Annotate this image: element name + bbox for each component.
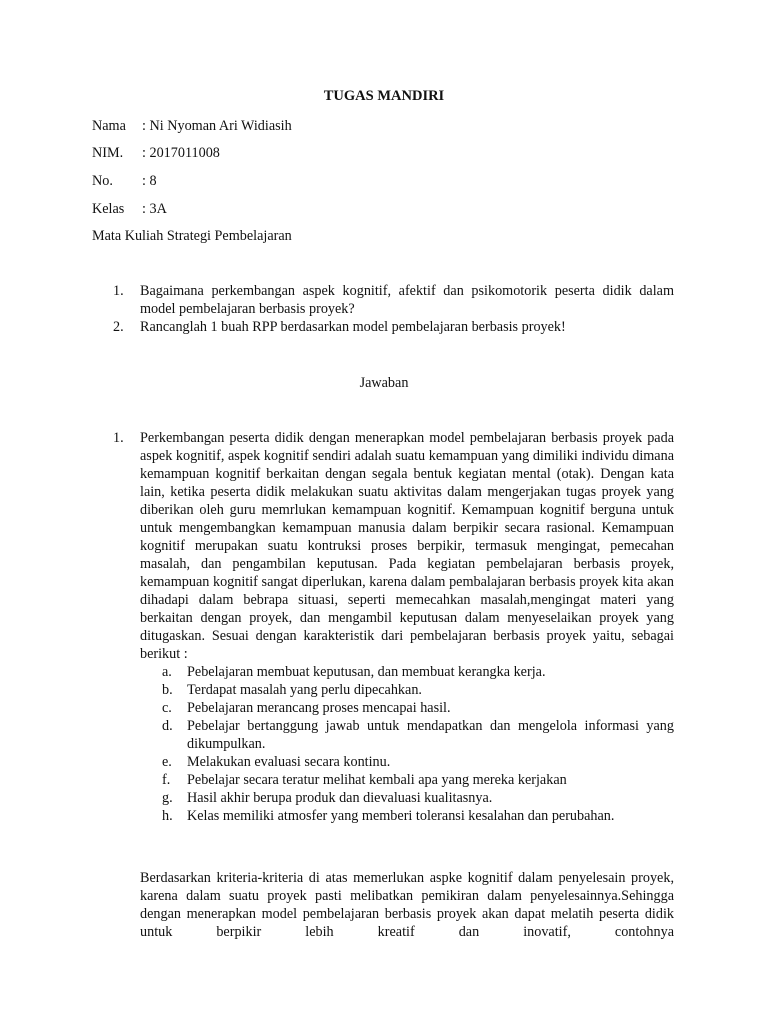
list-item <box>0 807 674 825</box>
answer-number: 1. <box>113 430 124 446</box>
list-item <box>0 771 674 789</box>
field-no <box>92 172 157 190</box>
field-label: Kelas <box>92 201 125 217</box>
field-nim <box>92 144 220 162</box>
course-name: Mata Kuliah Strategi Pembelajaran <box>92 228 292 244</box>
characteristics-list <box>0 663 674 825</box>
list-letter: g. <box>162 790 173 806</box>
list-letter: e. <box>162 754 172 770</box>
list-text: Pebelajaran membuat keputusan, dan membuat kerangka kerja. <box>187 664 546 680</box>
question-list <box>0 282 674 336</box>
list-text: Hasil akhir berupa produk dan dievaluasi kualitasnya. <box>187 790 493 806</box>
list-item <box>0 699 674 717</box>
field-value: : 3A <box>142 201 167 217</box>
answer-heading: Jawaban <box>359 375 409 391</box>
field-label: No. <box>92 173 113 189</box>
field-value: : 8 <box>142 173 157 189</box>
list-text: Pebelajar secara teratur melihat kembali apa yang mereka kerjakan <box>187 772 567 788</box>
answer-paragraph: Perkembangan peserta didik dengan menerapkan model pembelajaran berbasis proyek pada aspek kognitif, aspek kognitif sendiri adalah suatu kemampuan yang dimiliki individu dimana kemampuan kognitif berkaitan dengan segala bentuk kegiatan mental (otak). Dengan kata lain, ketika peserta didik melakukan suatu aktivitas dalam mengerjakan tugas proyek yang diberikan oleh guru memrlukan kemampuan kognitif. Kemampuan kognitif berguna untuk untuk mengembangkan kemampuan manusia dalam berpikir secara rasional. Kemampuan kognitif merupakan suatu kontruksi proses berpikir, termasuk mengingat, pemecahan masalah, dan pengambilan keputusan. Pada kegiatan pembelajaran berbasis proyek, kemampuan kognitif sangat diperlukan, karena dalam pembalajaran berbasis proyek kita akan dihadapi dalam bebrapa situasi, seperti memecahkan masalah,mengingat materi yang berkaitan dengan proyek, dan mengambil keputusan dalam menyeselaikan proyek yang ditugaskan. Sesuai dengan karakteristik dari pembelajaran berbasis proyek yaitu, sebagai berikut : <box>140 430 674 662</box>
list-item <box>0 681 674 699</box>
list-text: Pebelajaran merancang proses mencapai hasil. <box>187 700 451 716</box>
question-text: Bagaimana perkembangan aspek kognitif, afektif dan psikomotorik peserta didik dalam model pembelajaran berbasis proyek? <box>140 283 674 317</box>
field-kelas <box>92 200 167 218</box>
list-letter: h. <box>162 808 173 824</box>
answer-section <box>0 429 674 825</box>
field-value: : Ni Nyoman Ari Widiasih <box>142 118 292 134</box>
list-text: Pebelajar bertanggung jawab untuk mendapatkan dan mengelola informasi yang dikumpulkan. <box>187 718 674 752</box>
list-text: Kelas memiliki atmosfer yang memberi toleransi kesalahan dan perubahan. <box>187 808 615 824</box>
question-item <box>0 282 674 318</box>
list-item <box>0 717 674 753</box>
question-number: 2. <box>113 319 124 335</box>
field-value: : 2017011008 <box>142 145 220 161</box>
list-letter: a. <box>162 664 172 680</box>
list-letter: d. <box>162 718 173 734</box>
question-item <box>0 318 674 336</box>
question-number: 1. <box>113 283 124 299</box>
list-item <box>0 663 674 681</box>
list-letter: b. <box>162 682 173 698</box>
document-title: TUGAS MANDIRI <box>323 88 445 104</box>
conclusion-paragraph: Berdasarkan kriteria-kriteria di atas memerlukan aspke kognitif dalam penyelesain proyek, karena dalam suatu proyek pasti melibatkan pemikiran dalam penyelesainnya.Sehingga dengan menerapkan model pembelajaran berbasis proyek akan dapat melatih peserta didik untuk berpikir lebih kreatif dan inovatif, contohnya <box>140 870 674 941</box>
question-text: Rancanglah 1 buah RPP berdasarkan model pembelajaran berbasis proyek! <box>140 319 566 335</box>
list-text: Melakukan evaluasi secara kontinu. <box>187 754 391 770</box>
list-letter: c. <box>162 700 172 716</box>
field-nama <box>92 117 292 135</box>
list-text: Terdapat masalah yang perlu dipecahkan. <box>187 682 422 698</box>
list-item <box>0 789 674 807</box>
list-letter: f. <box>162 772 171 788</box>
list-item <box>0 753 674 771</box>
field-label: Nama <box>92 118 126 134</box>
field-label: NIM. <box>92 145 124 161</box>
